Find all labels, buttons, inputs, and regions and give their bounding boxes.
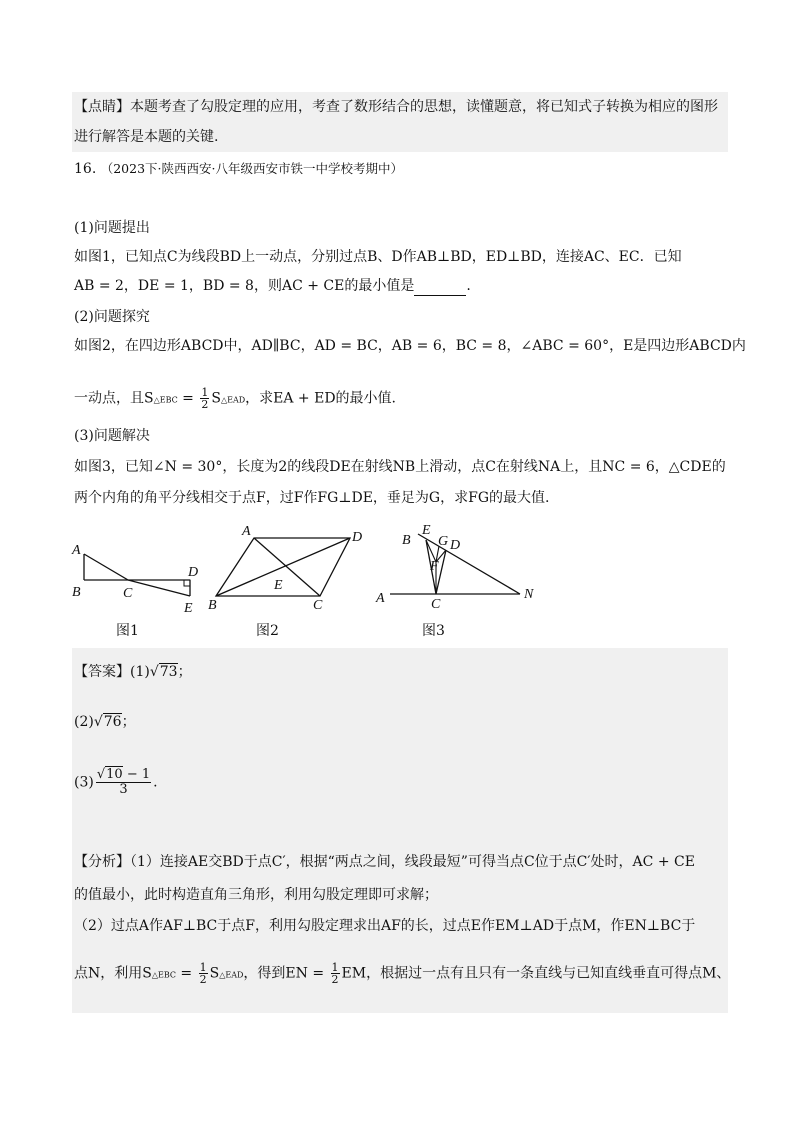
answer-3-prefix: (3) <box>74 774 94 791</box>
fig3-label-b: B <box>402 533 411 548</box>
part2-line-2-start: 一动点，且S <box>74 390 154 407</box>
part1-line-2-end: . <box>466 278 471 294</box>
area-symbol: S <box>209 965 220 982</box>
analysis-line-4-end: EM，根据过一点有且只有一条直线与已知直线垂直可得点M、 <box>341 965 731 982</box>
answer-2-suffix: ； <box>121 714 136 730</box>
segment-ce <box>128 580 190 596</box>
answer-1-root: 73 <box>159 664 178 680</box>
analysis-line-4 <box>74 962 730 986</box>
figure-3 <box>370 518 550 618</box>
fig3-label-a: A <box>376 591 385 606</box>
fig1-label-c: C <box>123 586 133 601</box>
fig3-label-e: E <box>422 523 431 538</box>
fig2-label-e: E <box>274 578 283 593</box>
question-number: 16. <box>74 161 97 177</box>
answer-3-num: √10 − 1 <box>96 767 151 782</box>
answer-1-suffix: ； <box>177 664 192 680</box>
fig1-label-b: B <box>72 585 81 600</box>
answer-1-prefix: (1) <box>130 664 150 680</box>
fraction-den: 2 <box>199 973 207 986</box>
analysis-line-4-mid: ，得到EN = <box>243 965 329 982</box>
fig3-label-d: D <box>450 538 461 553</box>
answer-2-prefix: (2) <box>74 714 94 730</box>
part2-heading: (2)问题探究 <box>74 309 150 325</box>
answer-label: 【答案】 <box>74 664 130 680</box>
answer-1 <box>74 662 192 682</box>
figure-2 <box>200 518 370 618</box>
fig3-label-n: N <box>524 587 534 602</box>
fraction-den: 2 <box>201 398 209 411</box>
fig2-label-a: A <box>242 524 251 539</box>
part2-line-1: 如图2，在四边形ABCD中，AD∥BC，AD = BC，AB = 6，BC = 8，∠ABC = 60°，E是四边形ABCD内 <box>74 338 746 354</box>
answer-3-fraction <box>96 768 151 797</box>
sqrt-symbol: √ <box>93 714 103 730</box>
analysis-line-1: 【分析】（1）连接AE交BD于点C′，根据“两点之间，线段最短”可得当点C位于点C′处时，AC + CE <box>74 854 695 870</box>
analysis-line-3: （2）过点A作AF⊥BC于点F，利用勾股定理求出AF的长，过点E作EM⊥AD于点M，作EN⊥BC于 <box>74 918 696 934</box>
fig2-caption: 图2 <box>256 623 279 639</box>
fig3-label-c: C <box>431 597 441 612</box>
equals-sign: = <box>175 965 197 982</box>
question-source: （2023下·陕西西安·八年级西安市铁一中学校考期中） <box>100 161 403 176</box>
part3-line-2: 两个内角的角平分线相交于点F，过F作FG⊥DE，垂足为G，求FG的最大值. <box>74 490 550 506</box>
answer-blank <box>414 281 466 296</box>
analysis-line-2: 的值最小，此时构造直角三角形，利用勾股定理即可求解； <box>74 887 438 903</box>
sqrt-symbol: √ <box>149 664 159 680</box>
fraction-den: 2 <box>331 973 339 986</box>
segment-ac <box>84 554 128 580</box>
note-line-2: 进行解答是本题的关键. <box>74 129 219 145</box>
analysis-line-4-start: 点N，利用S <box>74 965 152 982</box>
answer-3 <box>74 768 158 797</box>
fig3-label-g: G <box>438 534 449 549</box>
answer-2-root: 76 <box>103 714 122 730</box>
answer-3-suffix: . <box>153 774 158 791</box>
diagonal-ac <box>254 538 320 596</box>
fig2-label-b: B <box>208 598 217 613</box>
fig1-label-a: A <box>72 543 81 558</box>
answer-3-num-root: 10 <box>106 767 123 782</box>
subscript-ebc: △EBC <box>151 970 176 980</box>
subscript-ead: △EAD <box>220 395 246 405</box>
note-line-1: 【点睛】本题考查了勾股定理的应用，考查了数形结合的思想，读懂题意，将已知式子转换为相应的图形 <box>74 99 718 115</box>
fig3-caption: 图3 <box>422 623 445 639</box>
fig1-caption: 图1 <box>116 623 139 639</box>
answer-block <box>72 648 728 1013</box>
fraction-num: 1 <box>331 961 339 974</box>
fig2-label-c: C <box>313 598 323 613</box>
fig3-label-f: F <box>430 559 439 574</box>
fraction-num: 1 <box>199 961 207 974</box>
fraction-half <box>200 387 209 410</box>
part1-line-2 <box>74 276 471 296</box>
fig1-label-e: E <box>184 601 193 616</box>
fraction-num: 1 <box>201 386 209 399</box>
area-symbol: S <box>211 390 221 407</box>
fig1-label-d: D <box>188 565 199 580</box>
part2-line-2-end: ，求EA + ED的最小值. <box>245 390 397 407</box>
diagonal-bd <box>216 538 350 596</box>
figure-1 <box>68 538 208 618</box>
part3-heading: (3)问题解决 <box>74 428 150 444</box>
answer-3-den: 3 <box>119 782 128 797</box>
subscript-ead: △EAD <box>219 970 244 980</box>
part1-line-2-text: AB = 2，DE = 1，BD = 8，则AC + CE的最小值是 <box>74 278 415 294</box>
question-header <box>74 159 403 179</box>
part1-line-1: 如图1，已知点C为线段BD上一动点，分别过点B、D作AB⊥BD，ED⊥BD，连接AC、EC．已知 <box>74 249 682 265</box>
answer-3-num-rest: − 1 <box>122 767 151 782</box>
part3-line-1: 如图3，已知∠N = 30°，长度为2的线段DE在射线NB上滑动，点C在射线NA上，且NC = 6，△CDE的 <box>74 459 726 475</box>
part1-heading: (1)问题提出 <box>74 220 150 236</box>
answer-2 <box>74 712 136 732</box>
part2-line-2 <box>74 387 396 411</box>
fraction-half-2 <box>331 962 340 985</box>
right-angle-mark <box>184 580 190 586</box>
equals-sign: = <box>177 390 199 407</box>
subscript-ebc: △EBC <box>153 395 178 405</box>
fig2-label-d: D <box>352 530 363 545</box>
fraction-half <box>199 962 208 985</box>
